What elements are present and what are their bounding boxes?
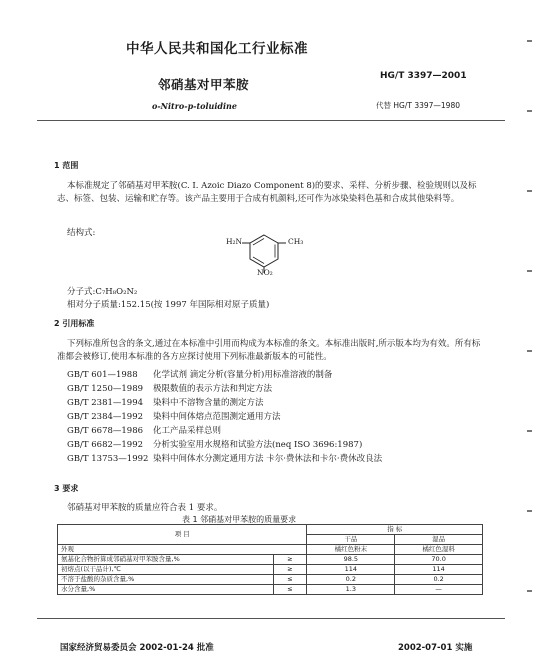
reference-item [67,438,362,450]
index-column-header: 指 标 [307,525,483,535]
section-3-heading: 3 要求 [54,484,79,493]
row-symbol: ≥ [273,565,307,575]
row-wet-value: — [395,585,483,595]
reference-code: GB/T 601—1988 [67,370,138,380]
reference-code: GB/T 1250—1989 [67,384,144,394]
reference-title: 染料中间体水分测定通用方法 卡尔·费休法和卡尔·费休改良法 [153,454,383,464]
section-2-paragraph: 下列标准所包含的条文,通过在本标准中引用而构成为本标准的条文。本标准出版时,所示版本均为有效。所有标准都会被修订,使用本标准的各方应探讨使用下列标准最新版本的可能性。 [57,339,481,362]
binding-mark [527,430,532,432]
reference-code: GB/T 13753—1992 [67,454,149,464]
row-dry-value: 0.2 [307,575,395,585]
row-symbol: ≤ [273,585,307,595]
section-3-paragraph: 邻硝基对甲苯胺的质量应符合表 1 要求。 [67,503,223,513]
row-item: 水分含量,% [58,585,274,595]
binding-mark [527,40,532,42]
binding-mark [527,510,532,512]
table-header-row [58,525,483,535]
reference-title: 染料中间体熔点范围测定通用方法 [153,412,281,422]
amino-group-label: H₂N [226,237,243,246]
section-1-heading: 1 范围 [54,161,79,170]
appearance-label: 外观 [58,545,307,555]
row-symbol: ≥ [273,555,307,565]
quality-requirements-table [57,524,483,595]
table-row [58,555,483,565]
table-caption: 表 1 邻硝基对甲苯胺的质量要求 [182,515,297,524]
approval-note: 国家经济贸易委员会 2002-01-24 批准 [60,643,214,653]
reference-item [67,368,332,380]
table-row [58,565,483,575]
binding-mark [527,270,532,272]
row-wet-value: 70.0 [395,555,483,565]
reference-item [67,410,281,422]
standard-title: 邻硝基对甲苯胺 [158,77,250,92]
row-dry-value: 114 [307,565,395,575]
binding-mark [527,590,532,592]
english-title: o-Nitro-p-toluidine [152,101,237,111]
appearance-dry: 橘红色粉末 [307,545,395,555]
nitro-group-label: NO₂ [257,268,273,277]
reference-item [67,396,264,408]
table-row [58,575,483,585]
binding-mark [527,350,532,352]
molecular-weight: 相对分子质量:152.15(按 1997 年国际相对原子质量) [67,300,270,310]
reference-title: 分析实验室用水规格和试验方法(neq ISO 3696:1987) [153,440,363,450]
reference-code: GB/T 6678—1986 [67,426,144,436]
structure-label: 结构式: [67,228,96,238]
row-wet-value: 114 [395,565,483,575]
reference-title: 化工产品采样总则 [153,426,222,436]
reference-title: 化学试剂 滴定分析(容量分析)用标准溶液的制备 [153,370,333,380]
reference-item [67,382,272,394]
item-column-header: 项 目 [58,525,307,545]
standard-number: HG/T 3397—2001 [380,71,467,81]
row-dry-value: 1.3 [307,585,395,595]
row-item: 氨基化合物折算成邻硝基对甲苯胺含量,% [58,555,274,565]
binding-mark [527,190,532,192]
header-divider [37,120,505,121]
reference-title: 极限数值的表示方法和判定方法 [153,384,273,394]
reference-title: 染料中不溶物含量的测定方法 [153,398,264,408]
molecular-formula: 分子式:C₇H₈O₂N₂ [67,287,138,297]
dry-product-header: 干品 [307,535,395,545]
row-item: 不溶于盐酸的杂质含量,% [58,575,274,585]
row-dry-value: 98.5 [307,555,395,565]
implementation-date: 2002-07-01 实施 [398,643,473,653]
section-2-heading: 2 引用标准 [54,319,95,328]
section-1-paragraph: 本标准规定了邻硝基对甲苯胺(C. I. Azoic Diazo Component 8)的要求、采样、分析步骤、检验规则以及标志、标签、包装、运输和贮存等。该产品主要用于合成有机颜料,还可作为冰染染料色基和合成其他染料等。 [57,181,477,204]
appearance-wet: 橘红色湿料 [395,545,483,555]
reference-code: GB/T 2384—1992 [67,412,144,422]
footer-divider [37,618,505,619]
row-item: 初熔点(以干品计),℃ [58,565,274,575]
org-title: 中华人民共和国化工行业标准 [126,41,308,57]
methyl-group-label: CH₃ [288,237,304,246]
reference-code: GB/T 2381—1994 [67,398,144,408]
reference-item [67,452,382,464]
binding-mark [527,110,532,112]
replaces-note: 代替 HG/T 3397—1980 [376,101,461,110]
table-row [58,545,483,555]
row-symbol: ≤ [273,575,307,585]
wet-product-header: 湿品 [395,535,483,545]
reference-item [67,424,221,436]
table-row [58,585,483,595]
row-wet-value: 0.2 [395,575,483,585]
reference-code: GB/T 6682—1992 [67,440,144,450]
